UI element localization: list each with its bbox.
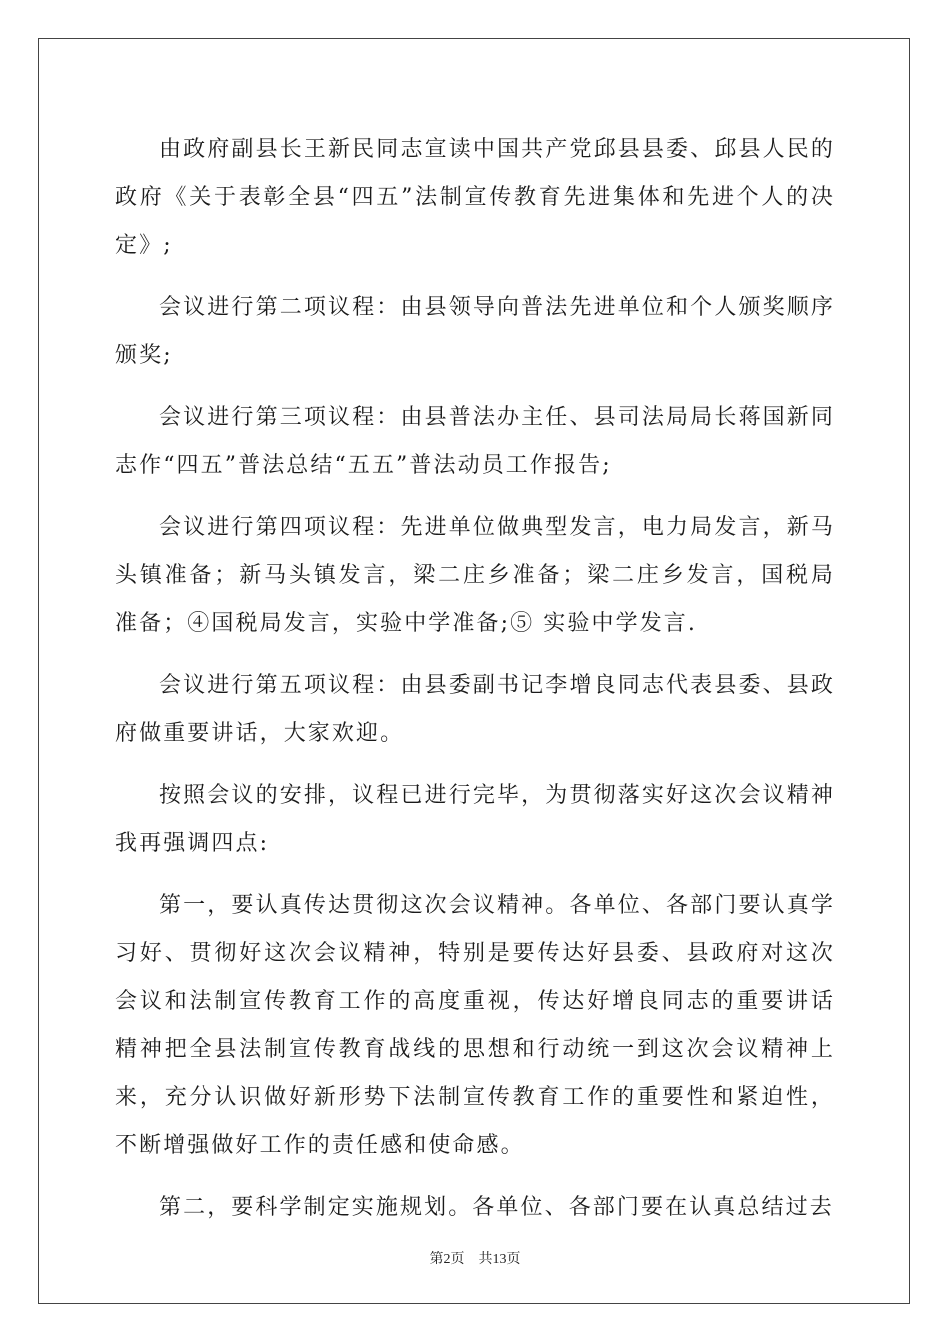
paragraph: 第二，要科学制定实施规划。各单位、各部门要在认真总结过去 [159, 1195, 834, 1220]
paragraph: 按照会议的安排，议程已进行完毕，为贯彻落实好这次会议精神我再强调四点: [115, 783, 835, 856]
paragraph: 第一，要认真传达贯彻这次会议精神。各单位、各部门要认真学习好、贯彻好这次会议精神，特别是要传达好县委、县政府对这次会议和法制宣传教育工作的高度重视，传达好增良同志的重要讲话精神把全县法制宣传教育战线的思想和行动统一到这次会议精神上来，充分认识做好新形势下法制宣传教育工作的重要性和紧迫性，不断增强做好工作的责任感和使命感。 [115, 893, 835, 1158]
paragraph: 会议进行第五项议程：由县委副书记李增良同志代表县委、县政府做重要讲话，大家欢迎。 [115, 673, 835, 746]
paragraph: 由政府副县长王新民同志宣读中国共产党邱县县委、邱县人民的政府《关于表彰全县“四五”法制宣传教育先进集体和先进个人的决定》; [115, 137, 835, 258]
document-body [115, 126, 835, 1246]
paragraph: 会议进行第三项议程：由县普法办主任、县司法局局长蒋国新同志作“四五”普法总结“五五”普法动员工作报告; [115, 405, 835, 478]
paragraph: 会议进行第二项议程：由县领导向普法先进单位和个人颁奖顺序颁奖; [115, 295, 835, 368]
paragraph: 会议进行第四项议程：先进单位做典型发言，电力局发言，新马头镇准备；新马头镇发言，梁二庄乡准备；梁二庄乡发言，国税局准备；④国税局发言，实验中学准备;⑤ 实验中学发言. [115, 515, 835, 636]
page-number-footer: 第2页 共13页 [429, 1252, 521, 1267]
